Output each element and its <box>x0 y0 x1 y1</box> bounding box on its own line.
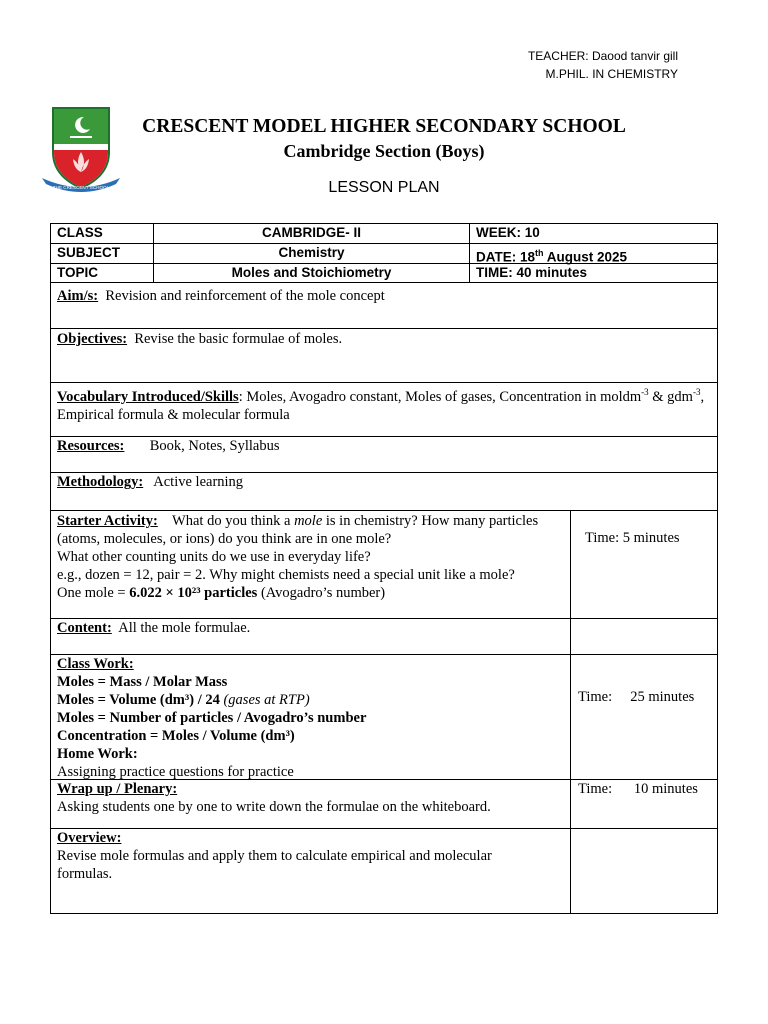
class-value: CAMBRIDGE- II <box>153 223 470 244</box>
formula-volume: Moles = Volume (dm³) / 24 <box>57 692 220 708</box>
objectives-text: Revise the basic formulae of moles. <box>134 331 343 347</box>
overview-label: Overview: <box>57 830 122 846</box>
resources-label: Resources: <box>57 438 125 454</box>
methodology-section <box>50 472 718 511</box>
school-section: Cambridge Section (Boys) <box>283 141 485 161</box>
objectives-section <box>50 328 718 383</box>
week-value: WEEK: 10 <box>469 223 718 244</box>
content-label: Content: <box>57 620 112 636</box>
topic-value: Moles and Stoichiometry <box>153 263 470 283</box>
formula-concentration: Concentration = Moles / Volume (dm³) <box>57 728 295 744</box>
content-section <box>50 618 718 655</box>
teacher-info <box>528 47 678 83</box>
aim-section <box>50 282 718 329</box>
methodology-text: Active learning <box>153 474 244 490</box>
date-value: DATE: 18th August 2025 <box>469 243 718 264</box>
vocabulary-section: Vocabulary Introduced/Skills: Moles, Avogadro constant, Moles of gases, Concentration in moldm$^{-3}$ & gdm$^{-3}$, Empirical formula & molecular formula <box>50 382 718 437</box>
document-title: LESSON PLAN <box>328 179 440 196</box>
aim-label: Aim/s: <box>57 288 99 304</box>
subject-label: SUBJECT <box>50 243 154 264</box>
classwork-time: Time: 25 minutes <box>578 689 695 705</box>
content-text: All the mole formulae. <box>118 620 251 636</box>
subject-value: Chemistry <box>153 243 470 264</box>
school-name: CRESCENT MODEL HIGHER SECONDARY SCHOOL <box>142 116 626 137</box>
homework-text: Assigning practice questions for practice <box>57 764 294 780</box>
classwork-section: Class Work: Moles = Mass / Molar Mass Moles = Volume (dm³) / 24 (gases at RTP) Moles = Number of particles / Avogadro’s number Concentration = Moles / Volume (dm³) Home Work: Assigning practice questions for practice Time: 25 minutes <box>50 654 718 780</box>
starter-section: Starter Activity: What do you think a mole is in chemistry? How many particles (atoms, molecules, or ions) do you think are in one mole? What other counting units do we use in everyday life? e.g., dozen = 12, pair = 2. Why might chemists need a special unit like a mole? One mole = 6.022 × 10²³ particles (Avogadro’s number) Time: 5 minutes <box>50 510 718 619</box>
wrapup-time: Time: 10 minutes <box>578 781 698 797</box>
time-value: TIME: 40 minutes <box>469 263 718 283</box>
teacher-name: TEACHER: Daood tanvir gill <box>527 49 678 63</box>
methodology-label: Methodology: <box>57 474 144 490</box>
overview-text: Revise mole formulas and apply them to calculate empirical and molecular formulas. <box>57 848 492 882</box>
classwork-label: Class Work: <box>57 656 134 672</box>
overview-section <box>50 828 718 914</box>
homework-label: Home Work: <box>57 746 138 762</box>
class-label: CLASS <box>50 223 154 244</box>
objectives-label: Objectives: <box>57 331 128 347</box>
resources-text: Book, Notes, Syllabus <box>149 438 280 454</box>
aim-text: Revision and reinforcement of the mole concept <box>105 288 385 304</box>
wrapup-section <box>50 779 718 829</box>
wrapup-text: Asking students one by one to write down the formulae on the whiteboard. <box>57 799 491 815</box>
wrapup-label: Wrap up / Plenary: <box>57 781 178 797</box>
starter-time: Time: 5 minutes <box>585 530 680 546</box>
formula-particles: Moles = Number of particles / Avogadro’s number <box>57 710 367 726</box>
logo-ribbon-text: THE CRESCENT SCHOOL <box>52 185 110 190</box>
vocabulary-label: Vocabulary Introduced/Skills <box>57 388 239 405</box>
resources-section <box>50 436 718 473</box>
teacher-degree: M.PHIL. IN CHEMISTRY <box>545 67 678 81</box>
topic-label: TOPIC <box>50 263 154 283</box>
starter-label: Starter Activity: <box>57 513 158 529</box>
formula-mass: Moles = Mass / Molar Mass <box>57 674 228 690</box>
